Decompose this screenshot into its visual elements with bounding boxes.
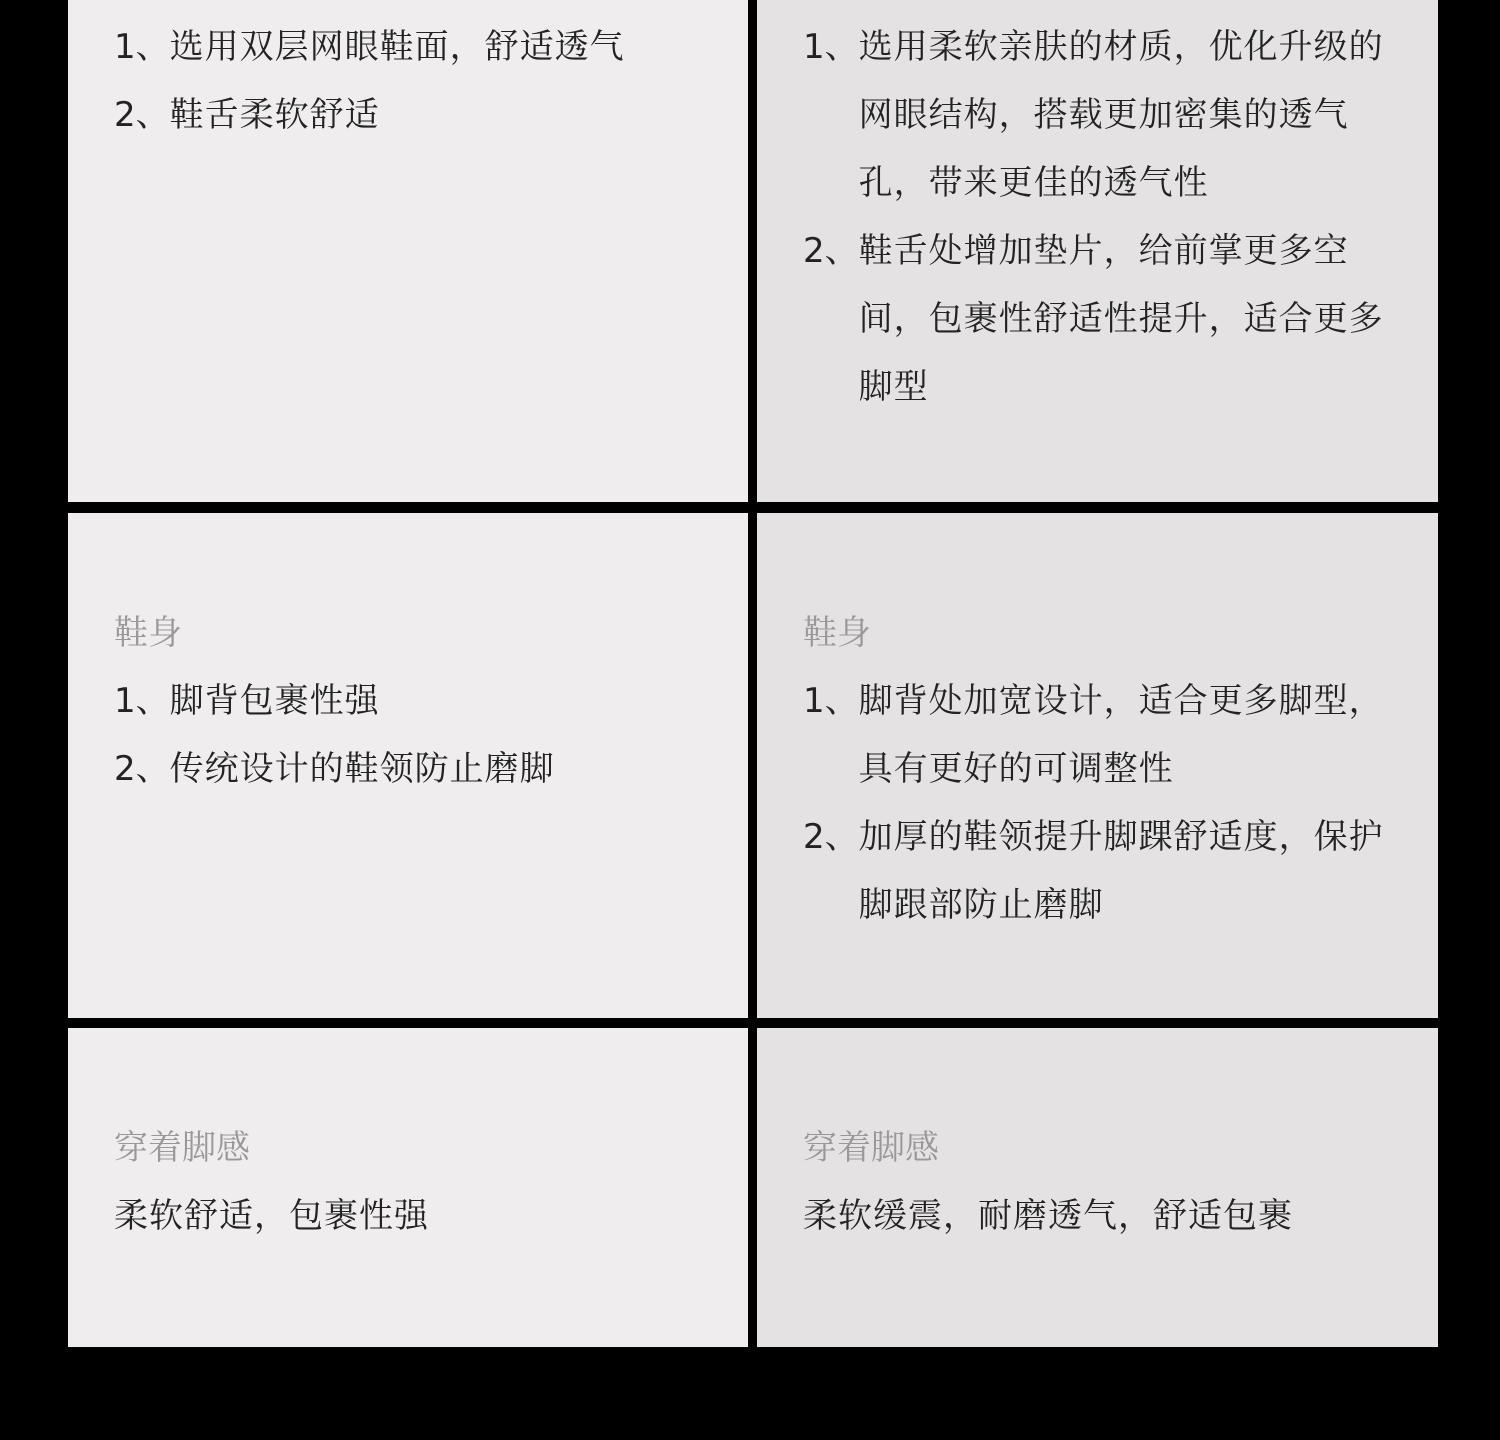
list-item	[803, 217, 1418, 421]
item-number: 1、	[803, 27, 859, 67]
upper-right-content	[803, 13, 1418, 421]
body-left-panel	[68, 513, 748, 1018]
list-item	[803, 667, 1418, 803]
feel-left-content	[114, 1114, 728, 1250]
feel-right-content	[803, 1114, 1418, 1250]
list-item	[114, 735, 728, 803]
item-number: 1、	[114, 681, 170, 721]
section-title: 穿着脚感	[803, 1128, 939, 1168]
body-right-content	[803, 599, 1418, 939]
upper-right-panel	[757, 0, 1438, 502]
list-item	[114, 667, 728, 735]
item-text: 选用柔软亲肤的材质，优化升级的网眼结构，搭载更加密集的透气孔，带来更佳的透气性	[858, 27, 1384, 203]
upper-left-panel	[68, 0, 748, 502]
item-number: 2、	[803, 231, 859, 271]
item-text: 选用双层网眼鞋面，舒适透气	[169, 27, 625, 67]
feel-right-panel	[757, 1028, 1438, 1347]
upper-left-content	[114, 13, 728, 149]
item-text: 鞋舌处增加垫片，给前掌更多空间，包裹性舒适性提升，适合更多脚型	[858, 231, 1384, 407]
list-item	[803, 13, 1418, 217]
item-number: 2、	[114, 749, 170, 789]
item-text: 脚背包裹性强	[169, 681, 380, 721]
list-item	[114, 13, 728, 81]
item-number: 1、	[114, 27, 170, 67]
comparison-grid	[68, 0, 1438, 1347]
item-text: 传统设计的鞋领防止磨脚	[169, 749, 555, 789]
feel-description: 柔软缓震，耐磨透气，舒适包裹	[803, 1196, 1293, 1236]
item-text: 加厚的鞋领提升脚踝舒适度，保护脚跟部防止磨脚	[858, 817, 1384, 925]
list-item	[803, 803, 1418, 939]
feel-description: 柔软舒适，包裹性强	[114, 1196, 429, 1236]
item-number: 1、	[803, 681, 859, 721]
body-right-panel	[757, 513, 1438, 1018]
body-left-content	[114, 599, 728, 803]
item-text: 脚背处加宽设计，适合更多脚型，具有更好的可调整性	[858, 681, 1384, 789]
section-title: 鞋身	[114, 613, 182, 653]
feel-left-panel	[68, 1028, 748, 1347]
item-number: 2、	[803, 817, 859, 857]
section-title: 穿着脚感	[114, 1128, 250, 1168]
section-title: 鞋身	[803, 613, 871, 653]
item-number: 2、	[114, 95, 170, 135]
list-item	[114, 81, 728, 149]
item-text: 鞋舌柔软舒适	[169, 95, 380, 135]
